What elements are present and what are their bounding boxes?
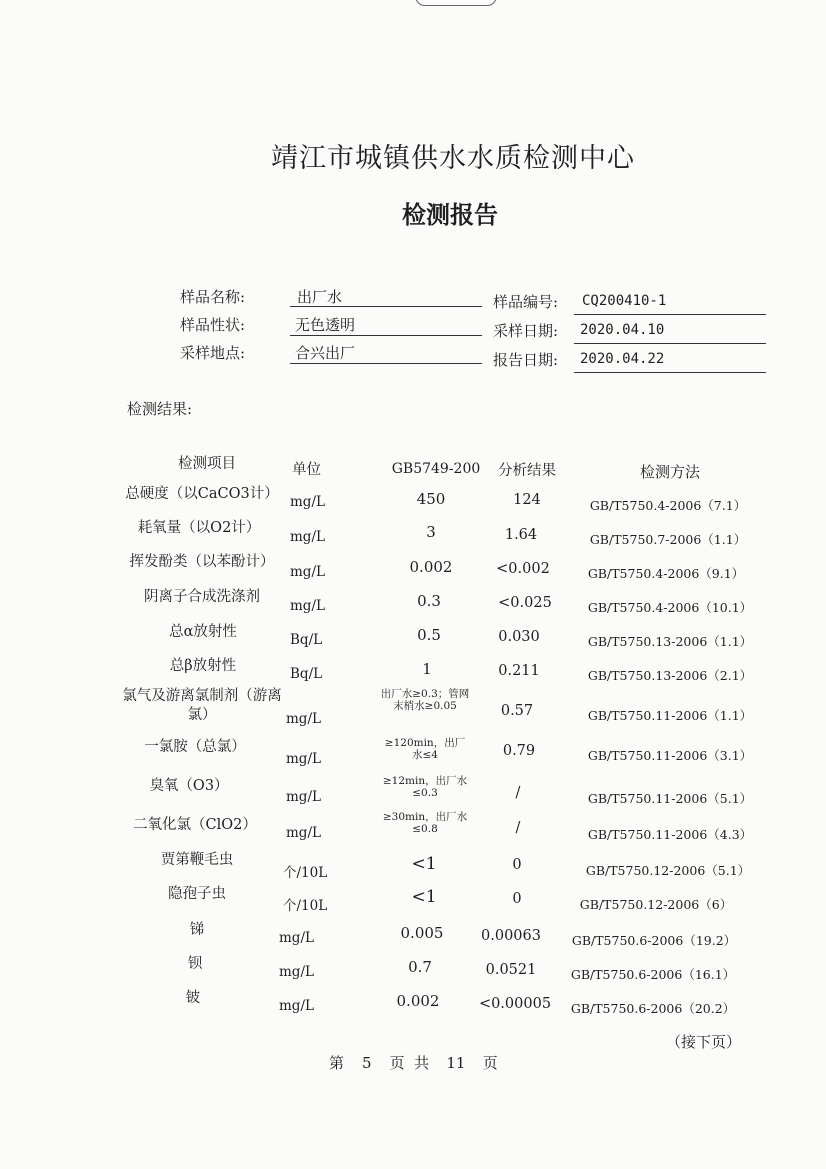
table-row-item: 二氧化氯（ClO2） bbox=[133, 817, 257, 833]
page-number: 5 bbox=[362, 1054, 372, 1072]
table-row-method: GB/T5750.4-2006（10.1） bbox=[587, 600, 753, 615]
table-row-result: 0.79 bbox=[502, 743, 536, 759]
table-row-item: 一氯胺（总氯） bbox=[144, 739, 246, 755]
table-row-method: GB/T5750.7-2006（1.1） bbox=[589, 532, 747, 547]
table-row-standard: <1 bbox=[411, 854, 437, 874]
report-title: 检测报告 bbox=[402, 200, 498, 229]
table-row-method: GB/T5750.13-2006（1.1） bbox=[587, 634, 753, 649]
table-row-unit: mg/L bbox=[290, 564, 325, 580]
sample-state-value: 无色透明 bbox=[295, 316, 356, 334]
sample-site-value: 合兴出厂 bbox=[295, 344, 356, 362]
table-row-item: 耗氧量（以O2计） bbox=[137, 520, 261, 536]
continued-note: （接下页） bbox=[666, 1033, 742, 1051]
page-suffix: 页 bbox=[482, 1054, 498, 1072]
org-title: 靖江市城镇供水水质检测中心 bbox=[271, 143, 635, 174]
table-row-method: GB/T5750.4-2006（7.1） bbox=[589, 498, 747, 513]
table-row-result: 124 bbox=[513, 492, 541, 508]
table-row-item: 阴离子合成洗涤剂 bbox=[144, 589, 260, 605]
table-row-unit: mg/L bbox=[290, 494, 325, 510]
table-row-result: <0.00005 bbox=[478, 996, 552, 1012]
top-stamp-mark bbox=[415, 0, 497, 6]
sample-state-underline bbox=[290, 335, 482, 336]
table-row-method: GB/T5750.11-2006（3.1） bbox=[587, 748, 753, 763]
sample-site-underline bbox=[290, 363, 482, 364]
table-row-standard: 0.005 bbox=[400, 924, 444, 942]
table-row-unit: mg/L bbox=[286, 711, 321, 727]
table-row-method: GB/T5750.12-2006（6） bbox=[579, 897, 733, 912]
sample-site-label: 采样地点: bbox=[180, 344, 246, 362]
header-standard: GB5749-200 bbox=[391, 461, 481, 477]
table-row-item: 贾第鞭毛虫 bbox=[160, 852, 234, 868]
table-row-item: 铍 bbox=[185, 990, 201, 1006]
table-row-method: GB/T5750.6-2006（16.1） bbox=[570, 967, 736, 982]
table-row-item: 总α放射性 bbox=[169, 624, 237, 640]
table-row-item: 臭氧（O3） bbox=[149, 778, 229, 794]
table-row-method: GB/T5750.11-2006（5.1） bbox=[587, 791, 753, 806]
header-unit: 单位 bbox=[292, 462, 321, 478]
table-row-result: 0.211 bbox=[498, 663, 540, 679]
table-row-standard: 0.3 bbox=[417, 592, 441, 610]
table-row-method: GB/T5750.4-2006（9.1） bbox=[587, 566, 745, 581]
report-date-label: 报告日期: bbox=[493, 351, 559, 369]
table-row-standard: 1 bbox=[422, 660, 432, 678]
table-row-standard: 3 bbox=[426, 523, 436, 541]
header-method: 检测方法 bbox=[639, 463, 700, 481]
sampling-date-underline bbox=[574, 343, 766, 344]
table-row-standard: ≥120min，出厂水≤4 bbox=[384, 737, 466, 761]
table-row-standard: ≥30min，出厂水≤0.8 bbox=[382, 811, 468, 835]
table-row-result: / bbox=[515, 820, 521, 836]
table-row-unit: 个/10L bbox=[283, 898, 328, 914]
header-item: 检测项目 bbox=[178, 456, 236, 472]
table-row-result: 1.64 bbox=[504, 527, 538, 543]
table-row-unit: mg/L bbox=[279, 964, 314, 980]
sample-no-value: CQ200410-1 bbox=[582, 293, 667, 309]
page-footer bbox=[329, 1052, 498, 1073]
table-row-method: GB/T5750.13-2006（2.1） bbox=[587, 668, 753, 683]
table-row-result: 0.0521 bbox=[485, 962, 537, 978]
sample-state-label: 样品性状: bbox=[180, 316, 246, 334]
table-row-result: <0.025 bbox=[498, 595, 552, 611]
table-row-unit: 个/10L bbox=[283, 865, 328, 881]
table-row-unit: mg/L bbox=[279, 998, 314, 1014]
table-row-unit: mg/L bbox=[286, 751, 321, 767]
table-row-result: 0.57 bbox=[500, 703, 534, 719]
sample-name-underline bbox=[290, 306, 482, 307]
table-row-standard: 0.7 bbox=[408, 958, 432, 976]
table-row-method: GB/T5750.11-2006（4.3） bbox=[587, 827, 753, 842]
sample-no-underline bbox=[574, 314, 766, 315]
table-row-standard: 0.5 bbox=[417, 626, 441, 644]
table-row-item: 总β放射性 bbox=[169, 658, 237, 674]
table-row-unit: mg/L bbox=[286, 789, 321, 805]
table-row-standard: ≥12min，出厂水≤0.3 bbox=[382, 775, 468, 799]
table-row-result: 0.00063 bbox=[481, 928, 541, 944]
table-row-result: 0.030 bbox=[498, 629, 540, 645]
sample-name-label: 样品名称: bbox=[180, 288, 246, 306]
table-row-item: 挥发酚类（以苯酚计） bbox=[129, 554, 275, 570]
table-row-item: 锑 bbox=[189, 922, 205, 938]
table-row-unit: mg/L bbox=[290, 598, 325, 614]
table-row-unit: Bq/L bbox=[290, 666, 323, 682]
page-total: 11 bbox=[446, 1054, 466, 1072]
table-row-item: 总硬度（以CaCO3计） bbox=[125, 486, 279, 502]
table-row-item: 钡 bbox=[187, 956, 203, 972]
table-row-result: 0 bbox=[512, 857, 522, 873]
table-row-method: GB/T5750.12-2006（5.1） bbox=[585, 863, 751, 878]
table-row-standard: 出厂水≥0.3；管网末梢水≥0.05 bbox=[380, 688, 470, 712]
table-row-standard: <1 bbox=[411, 887, 437, 907]
table-row-method: GB/T5750.6-2006（19.2） bbox=[571, 933, 737, 948]
table-row-standard: 450 bbox=[416, 490, 446, 508]
table-row-item: 氯气及游离氯制剂（游离氯） bbox=[122, 688, 282, 723]
table-row-unit: mg/L bbox=[290, 529, 325, 545]
header-result: 分析结果 bbox=[498, 463, 556, 479]
sample-name-value: 出厂水 bbox=[297, 288, 343, 306]
table-row-method: GB/T5750.6-2006（20.2） bbox=[570, 1001, 736, 1016]
table-row-unit: Bq/L bbox=[290, 632, 323, 648]
table-row-standard: 0.002 bbox=[409, 558, 453, 576]
table-row-item: 隐孢子虫 bbox=[168, 886, 226, 902]
table-row-unit: mg/L bbox=[286, 825, 321, 841]
sampling-date-label: 采样日期: bbox=[493, 322, 559, 340]
sample-no-label: 样品编号: bbox=[493, 293, 559, 311]
table-row-unit: mg/L bbox=[279, 930, 314, 946]
page-mid: 页 共 bbox=[389, 1054, 430, 1072]
report-date-value: 2020.04.22 bbox=[580, 351, 665, 367]
table-row-standard: 0.002 bbox=[396, 992, 440, 1010]
table-row-result: <0.002 bbox=[496, 561, 550, 577]
sampling-date-value: 2020.04.10 bbox=[580, 322, 665, 338]
page-prefix: 第 bbox=[329, 1054, 345, 1072]
table-row-method: GB/T5750.11-2006（1.1） bbox=[587, 708, 753, 723]
results-label: 检测结果: bbox=[127, 400, 193, 418]
table-row-result: 0 bbox=[512, 891, 522, 907]
table-row-result: / bbox=[515, 785, 521, 801]
report-date-underline bbox=[574, 372, 766, 373]
